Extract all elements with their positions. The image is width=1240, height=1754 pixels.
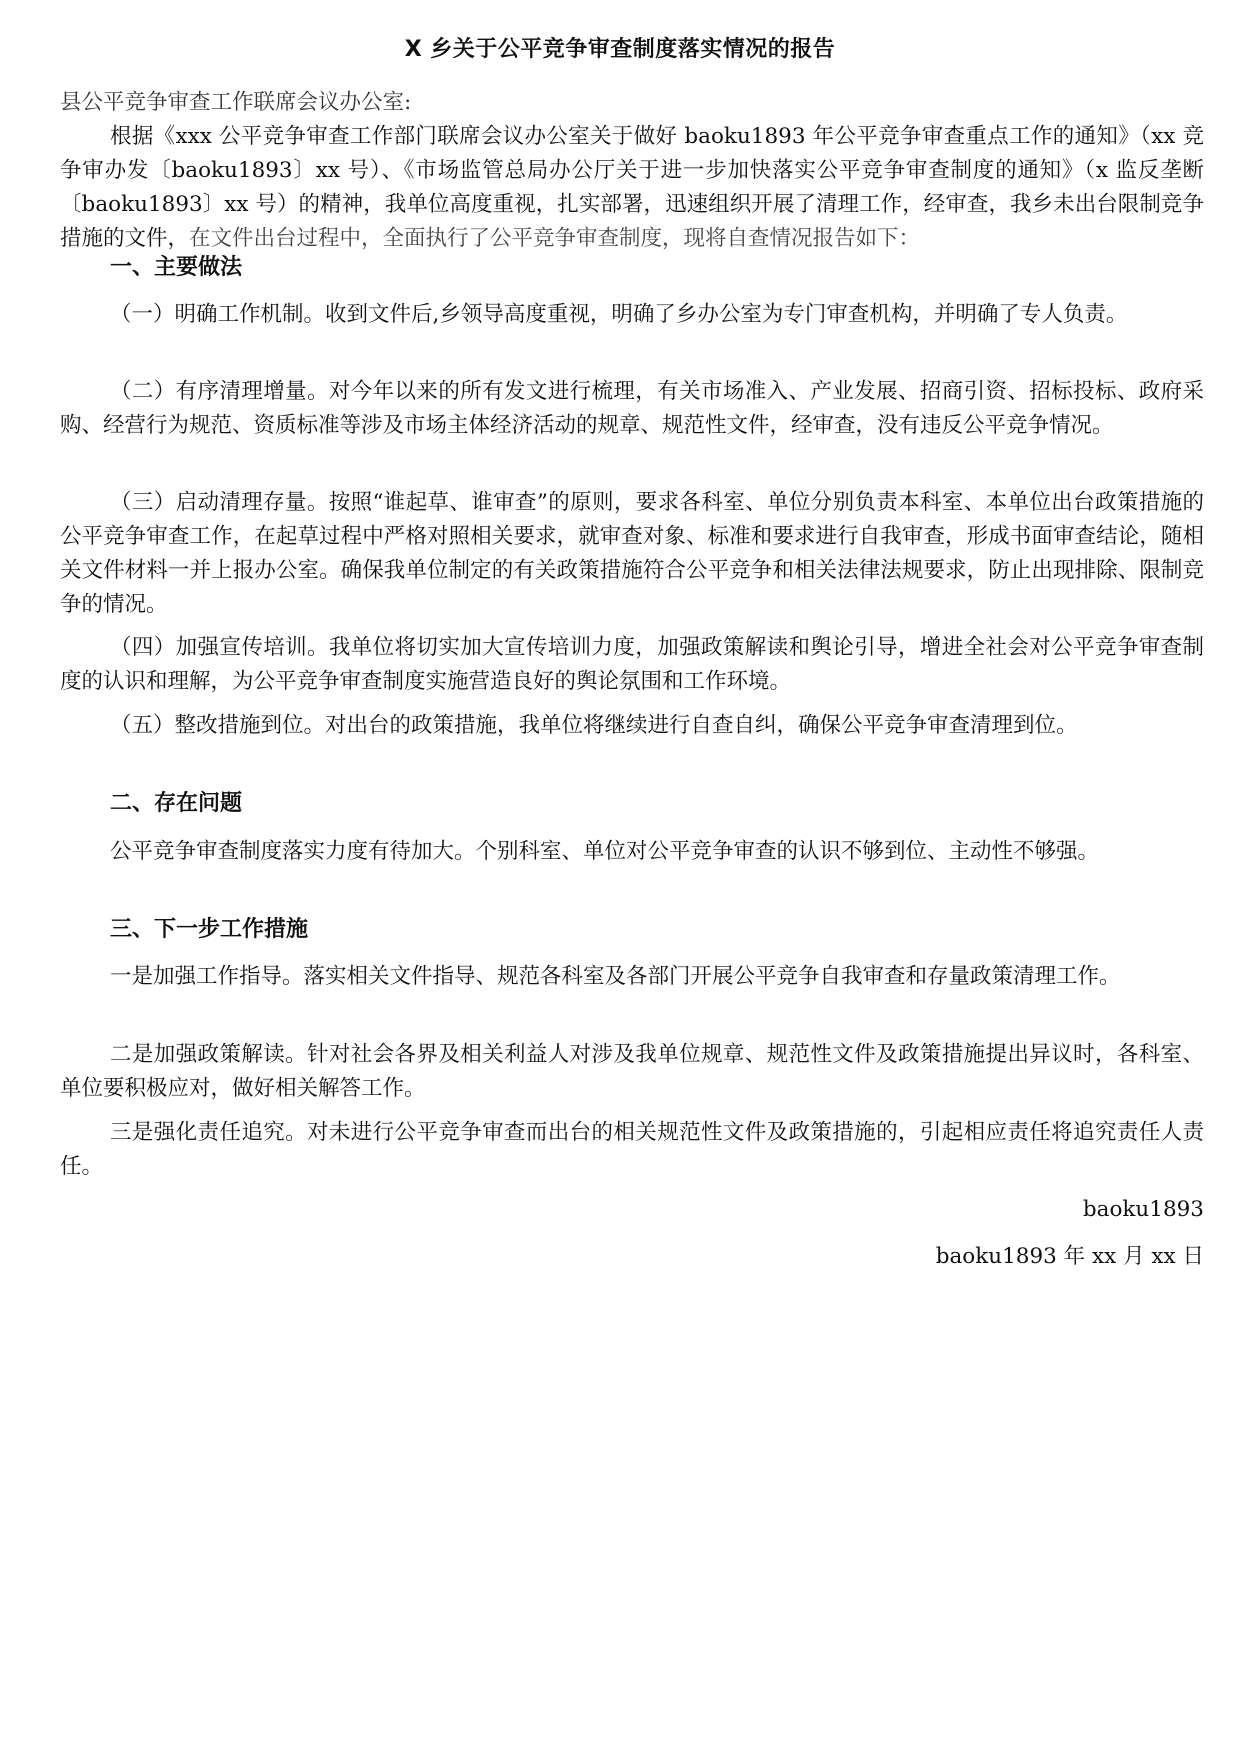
document-date: baoku1893 年 xx 月 xx 日 (935, 1244, 1204, 1269)
section-1-paragraph-5: （五）整改措施到位。对出台的政策措施，我单位将继续进行自查自纠，确保公平竞争审查清理到位。 (110, 713, 1078, 738)
section-heading-next-steps: 三、下一步工作措施 (110, 917, 309, 942)
section-1-paragraph-2: （二）有序清理增量。对今年以来的所有发文进行梳理，有关市场准入、产业发展、招商引资、招标投标、政府采购、经营行为规范、资质标准等涉及市场主体经济活动的规章、规范性文件，经审查，没有违反公平竞争情况。 (60, 379, 1204, 438)
section-1-paragraph-4: （四）加强宣传培训。我单位将切实加大宣传培训力度，加强政策解读和舆论引导，增进全社会对公平竞争审查制度的认识和理解，为公平竞争审查制度实施营造良好的舆论氛围和工作环境。 (60, 635, 1204, 694)
section-1-paragraph-3: （三）启动清理存量。按照“谁起草、谁审查”的原则，要求各科室、单位分别负责本科室、本单位出台政策措施的公平竞争审查工作，在起草过程中严格对照相关要求，就审查对象、标准和要求进行自我审查，形成书面审查结论，随相关文件材料一并上报办公室。确保我单位制定的有关政策措施符合公平竞争和相关法律法规要求，防止出现排除、限制竞争的情况。 (60, 490, 1204, 617)
document-title: X 乡关于公平竞争审查制度落实情况的报告 (404, 37, 836, 62)
section-3-paragraph-2: 二是加强政策解读。针对社会各界及相关利益人对涉及我单位规章、规范性文件及政策措施提出异议时，各科室、单位要积极应对，做好相关解答工作。 (60, 1042, 1204, 1101)
intro-main-text: 根据《xxx 公平竞争审查工作部门联席会议办公室关于做好 baoku1893 年公平竞争审查重点工作的通知》（xx 竞争审办发〔baoku1893〕xx 号）、《市场监管总局办公厅关于进一步加快落实公平竞争审查制度的通知》（x 监反垄断〔baoku1893〕xx 号）的精神，我单位高度重视，扎实部署，迅速组织开展了清理工作，经审查，我乡未出台限制竞争措施的文件， (60, 124, 1204, 251)
section-1-paragraph-1: （一）明确工作机制。收到文件后,乡领导高度重视，明确了乡办公室为专门审查机构，并明确了专人负责。 (110, 302, 1128, 327)
salutation: 县公平竞争审查工作联席会议办公室: (60, 90, 412, 115)
section-2-paragraph-1: 公平竞争审查制度落实力度有待加大。个别科室、单位对公平竞争审查的认识不够到位、主动性不够强。 (110, 839, 1100, 864)
section-heading-main-practices: 一、主要做法 (110, 255, 243, 280)
intro-paragraph (60, 120, 1204, 256)
section-3-paragraph-1: 一是加强工作指导。落实相关文件指导、规范各科室及各部门开展公平竞争自我审查和存量政策清理工作。 (110, 964, 1121, 989)
intro-tail-text: 在文件出台过程中，全面执行了公平竞争审查制度，现将自查情况报告如下： (189, 226, 921, 251)
section-3-paragraph-3: 三是强化责任追究。对未进行公平竞争审查而出台的相关规范性文件及政策措施的，引起相应责任将追究责任人责任。 (60, 1120, 1204, 1179)
signature: baoku1893 (1082, 1197, 1204, 1222)
section-heading-existing-problems: 二、存在问题 (110, 791, 243, 816)
